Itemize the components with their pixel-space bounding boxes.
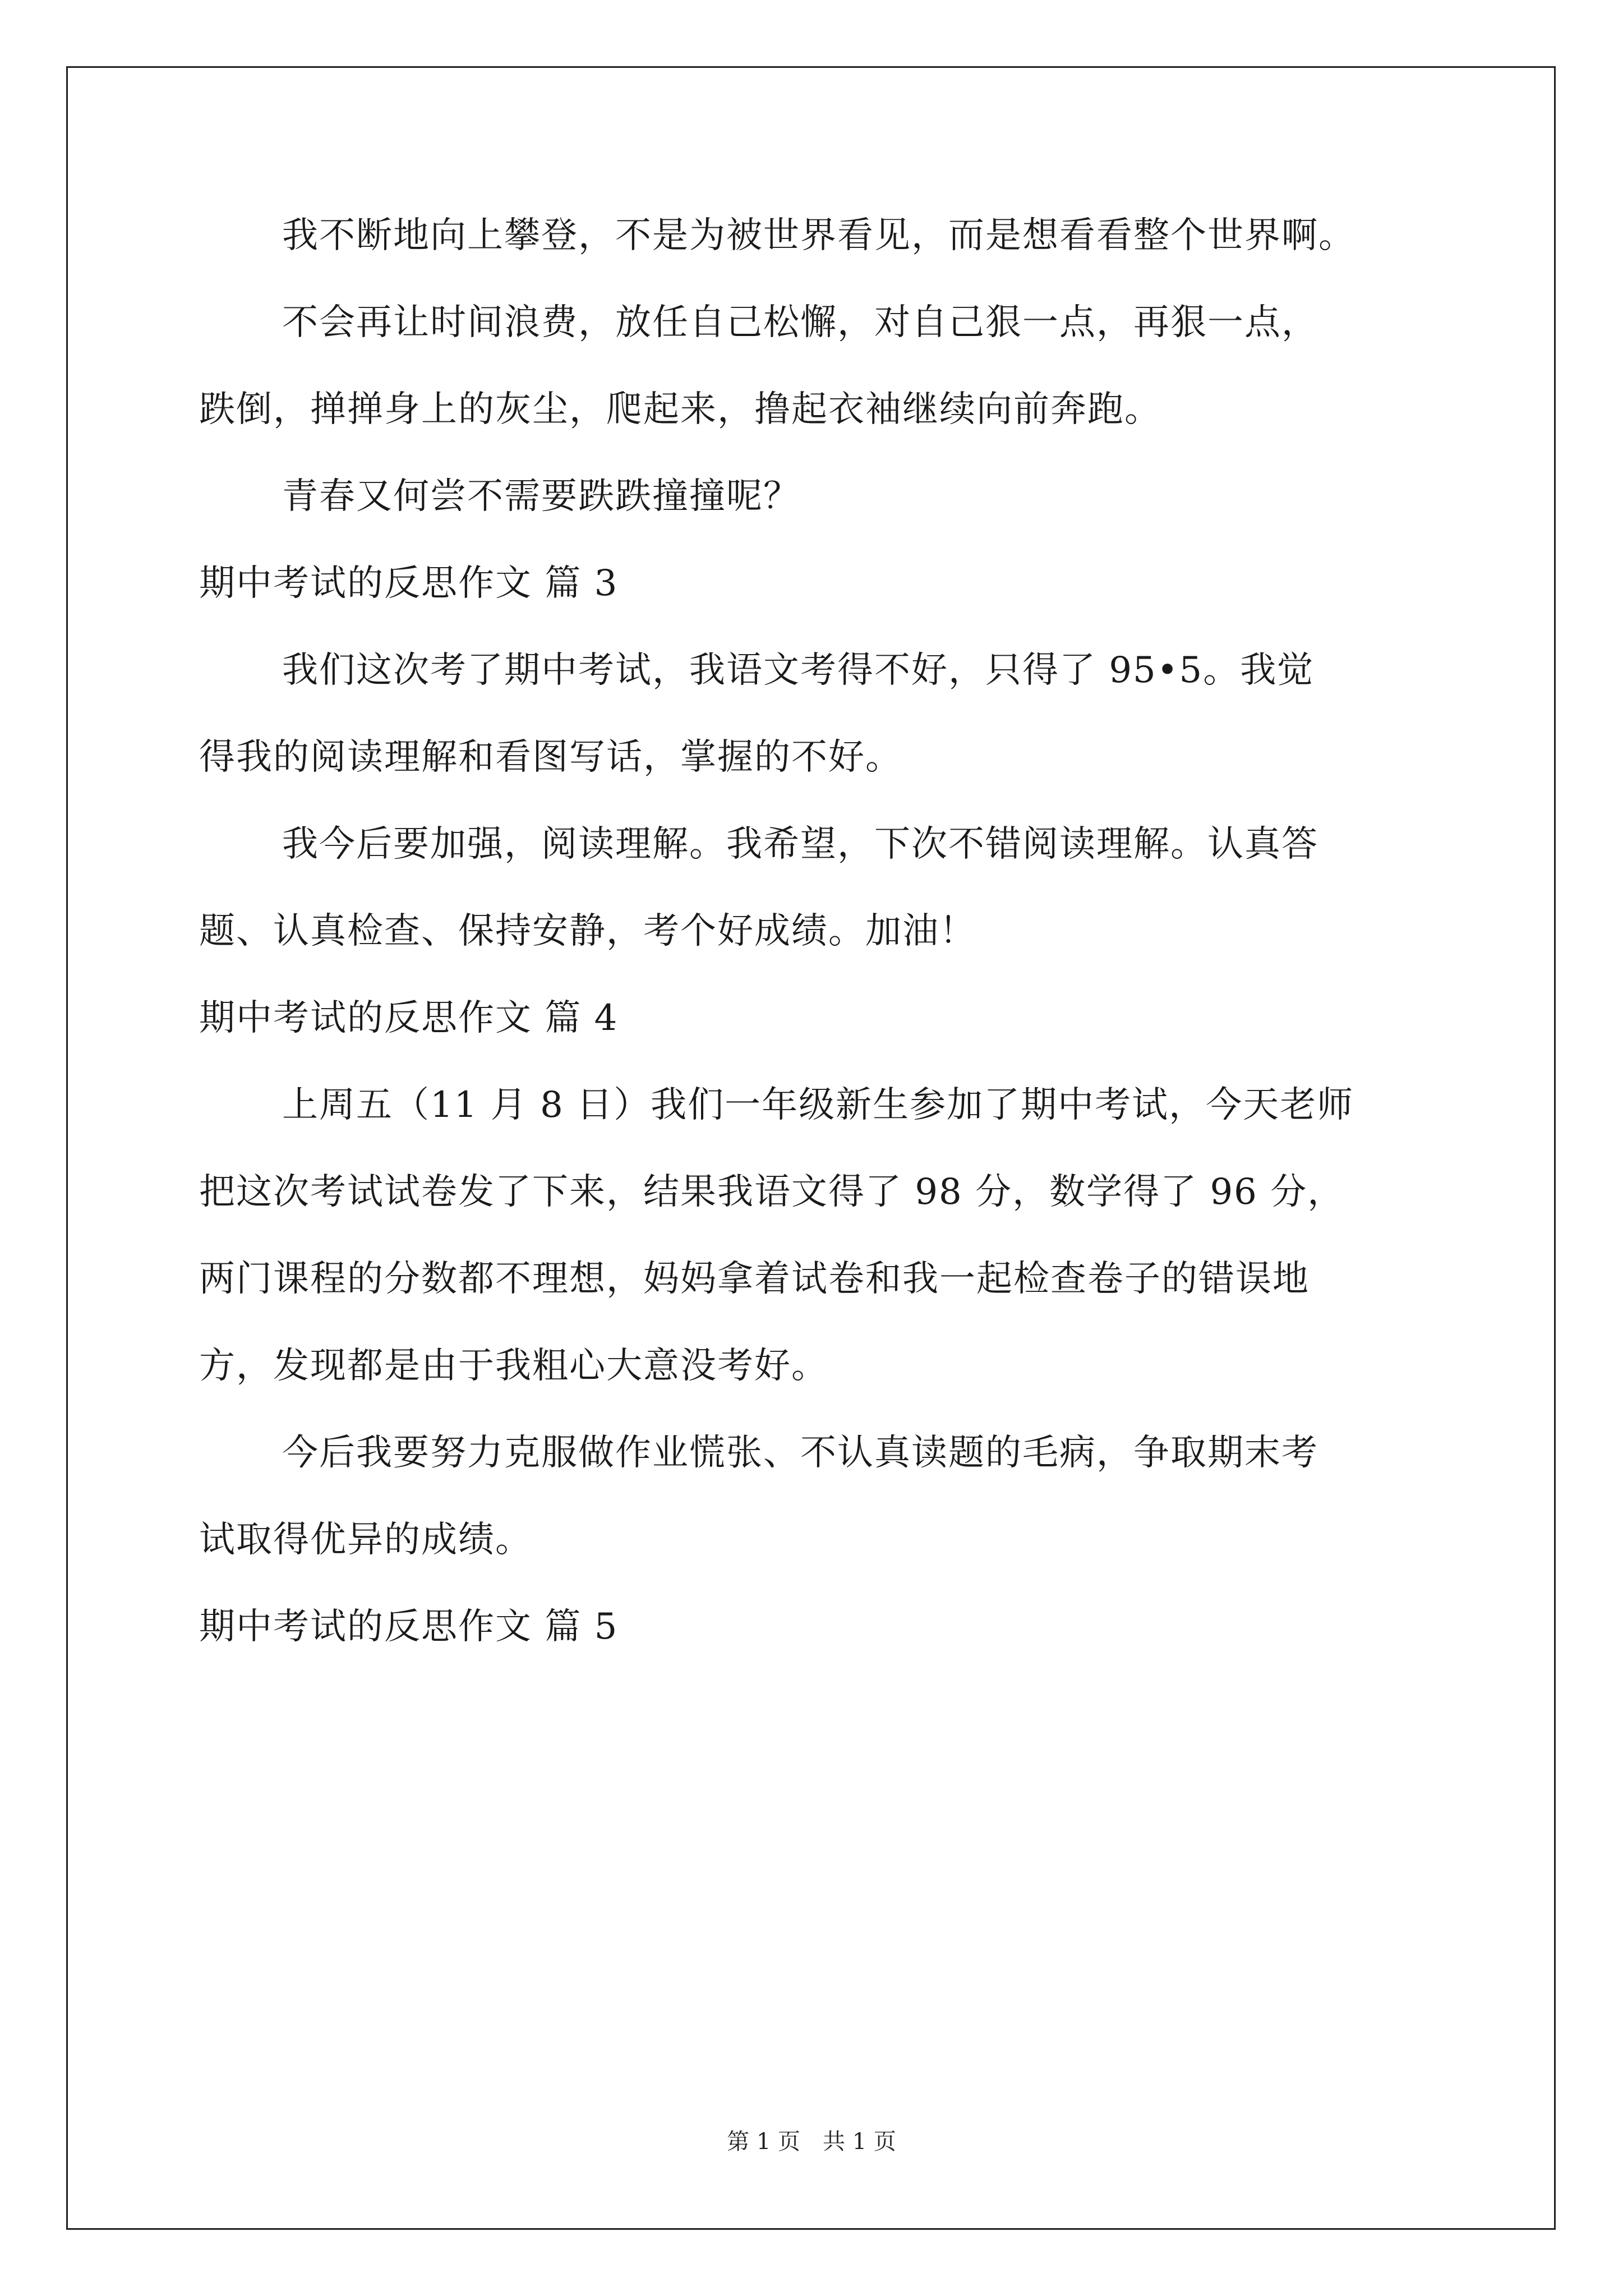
paragraph-line: 上周五（11 月 8 日）我们一年级新生参加了期中考试，今天老师 (282, 1084, 1354, 1126)
section-heading: 期中考试的反思作文 篇 5 (199, 1606, 619, 1648)
section-heading: 期中考试的反思作文 篇 3 (199, 563, 619, 604)
paragraph-line: 把这次考试试卷发了下来，结果我语文得了 98 分，数学得了 96 分， (199, 1171, 1345, 1213)
paragraph-line: 方，发现都是由于我粗心大意没考好。 (199, 1345, 828, 1387)
paragraph-line: 不会再让时间浪费，放任自己松懈，对自己狠一点，再狠一点， (282, 302, 1318, 343)
paragraph-line: 题、认真检查、保持安静，考个好成绩。加油！ (199, 910, 976, 952)
paragraph-line: 青春又何尝不需要跌跌撞撞呢？ (282, 476, 800, 517)
page-number: 第 1 页 共 1 页 (727, 2129, 896, 2155)
section-heading: 期中考试的反思作文 篇 4 (199, 997, 619, 1039)
paragraph-line: 试取得优异的成绩。 (199, 1519, 532, 1561)
paragraph-line: 得我的阅读理解和看图写话，掌握的不好。 (199, 737, 902, 778)
paragraph-line: 跌倒，掸掸身上的灰尘，爬起来，撸起衣袖继续向前奔跑。 (199, 389, 1161, 430)
paragraph-line: 两门课程的分数都不理想，妈妈拿着试卷和我一起检查卷子的错误地 (199, 1258, 1310, 1300)
paragraph-line: 我们这次考了期中考试，我语文考得不好，只得了 95•5。我觉 (282, 650, 1315, 691)
paragraph-line: 我不断地向上攀登，不是为被世界看见，而是想看看整个世界啊。 (282, 215, 1355, 256)
paragraph-line: 我今后要加强，阅读理解。我希望，下次不错阅读理解。认真答 (282, 823, 1318, 865)
paragraph-line: 今后我要努力克服做作业慌张、不认真读题的毛病，争取期末考 (282, 1432, 1318, 1474)
